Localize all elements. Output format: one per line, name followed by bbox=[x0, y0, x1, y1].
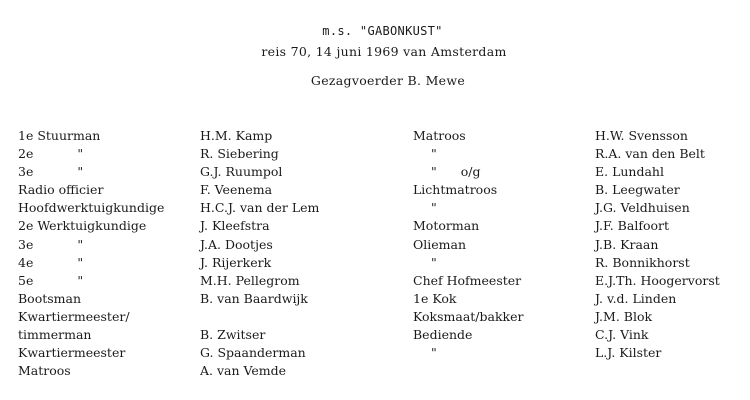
crew-name: L.J. Kilster bbox=[595, 345, 662, 361]
crew-name: A. van Vemde bbox=[200, 363, 287, 379]
crew-name: H.M. Kamp bbox=[200, 128, 273, 143]
ditto-mark: " bbox=[77, 254, 84, 270]
crew-role-ditto: " bbox=[431, 345, 437, 361]
crew-name: B. van Baardwijk bbox=[200, 290, 308, 306]
crew-role-ditto: " o/g bbox=[431, 164, 481, 180]
crew-name: H.C.J. van der Lem bbox=[200, 200, 320, 216]
crew-name: G.J. Ruumpol bbox=[200, 164, 283, 180]
ditto-mark: " bbox=[77, 236, 84, 252]
left-names-column bbox=[200, 127, 319, 380]
crew-name: J. Kleefstra bbox=[200, 218, 270, 234]
crew-role: Olieman bbox=[413, 236, 466, 252]
crew-role: Motorman bbox=[413, 218, 480, 234]
crew-name: J. v.d. Linden bbox=[595, 290, 677, 306]
captain-line: Gezagvoerder B. Mewe bbox=[310, 73, 466, 88]
crew-role: 5e " bbox=[18, 272, 84, 288]
crew-name: J. Rijerkerk bbox=[200, 254, 272, 270]
crew-role: 1e Stuurman bbox=[18, 128, 101, 143]
crew-role: timmerman bbox=[18, 327, 92, 343]
crew-role: Bootsman bbox=[18, 290, 82, 306]
crew-name: H.W. Svensson bbox=[595, 128, 688, 143]
crew-role: Kwartiermeester bbox=[18, 345, 126, 361]
crew-role: Bediende bbox=[413, 327, 473, 343]
crew-name: R. Siebering bbox=[200, 146, 279, 162]
crew-name: J.B. Kraan bbox=[595, 236, 659, 252]
crew-role: Lichtmatroos bbox=[413, 182, 498, 198]
crew-name bbox=[200, 308, 319, 326]
right-names-column bbox=[595, 127, 720, 362]
crew-role: Chef Hofmeester bbox=[413, 272, 522, 288]
crew-name: M.H. Pellegrom bbox=[200, 272, 300, 288]
crew-role-ditto: " bbox=[431, 254, 437, 270]
crew-name: J.G. Veldhuisen bbox=[595, 200, 690, 216]
crew-role: 3e " bbox=[18, 236, 84, 252]
crew-name: E.J.Th. Hoogervorst bbox=[595, 272, 720, 288]
crew-role: Matroos bbox=[18, 363, 71, 379]
crew-name: B. Zwitser bbox=[200, 327, 266, 343]
crew-name: B. Leegwater bbox=[595, 182, 680, 198]
crew-role: Hoofdwerktuigkundige bbox=[18, 200, 165, 216]
crew-name: G. Spaanderman bbox=[200, 345, 306, 361]
ship-name: m.s. "GABONKUST" bbox=[322, 24, 443, 38]
crew-role: Kwartiermeester/ bbox=[18, 308, 130, 324]
crew-role: 1e Kok bbox=[413, 290, 457, 306]
crew-name: R. Bonnikhorst bbox=[595, 254, 690, 270]
crew-name: F. Veenema bbox=[200, 182, 273, 198]
ditto-mark: " bbox=[77, 272, 84, 288]
ditto-mark: " bbox=[77, 164, 84, 180]
crew-role-ditto: " bbox=[431, 200, 437, 216]
crew-role: 2e " bbox=[18, 146, 84, 162]
left-roles-column bbox=[18, 127, 164, 380]
crew-role: Radio officier bbox=[18, 182, 104, 198]
crew-name: J.A. Dootjes bbox=[200, 236, 273, 252]
right-roles-column bbox=[413, 127, 524, 362]
crew-role: 2e Werktuigkundige bbox=[18, 218, 147, 234]
crew-name: E. Lundahl bbox=[595, 164, 664, 180]
crew-role: 4e " bbox=[18, 254, 84, 270]
crew-role: Koksmaat/bakker bbox=[413, 308, 524, 324]
voyage-line: reis 70, 14 juni 1969 van Amsterdam bbox=[261, 44, 507, 59]
crew-name: R.A. van den Belt bbox=[595, 146, 705, 162]
crew-name: C.J. Vink bbox=[595, 327, 649, 343]
crew-name: J.M. Blok bbox=[595, 308, 653, 324]
crew-role: 3e " bbox=[18, 164, 84, 180]
crew-role-ditto: " bbox=[431, 146, 437, 162]
ditto-mark: " bbox=[77, 146, 84, 162]
crew-name: J.F. Balfoort bbox=[595, 218, 669, 234]
role-suffix: o/g bbox=[460, 164, 481, 180]
crew-role: Matroos bbox=[413, 128, 466, 143]
